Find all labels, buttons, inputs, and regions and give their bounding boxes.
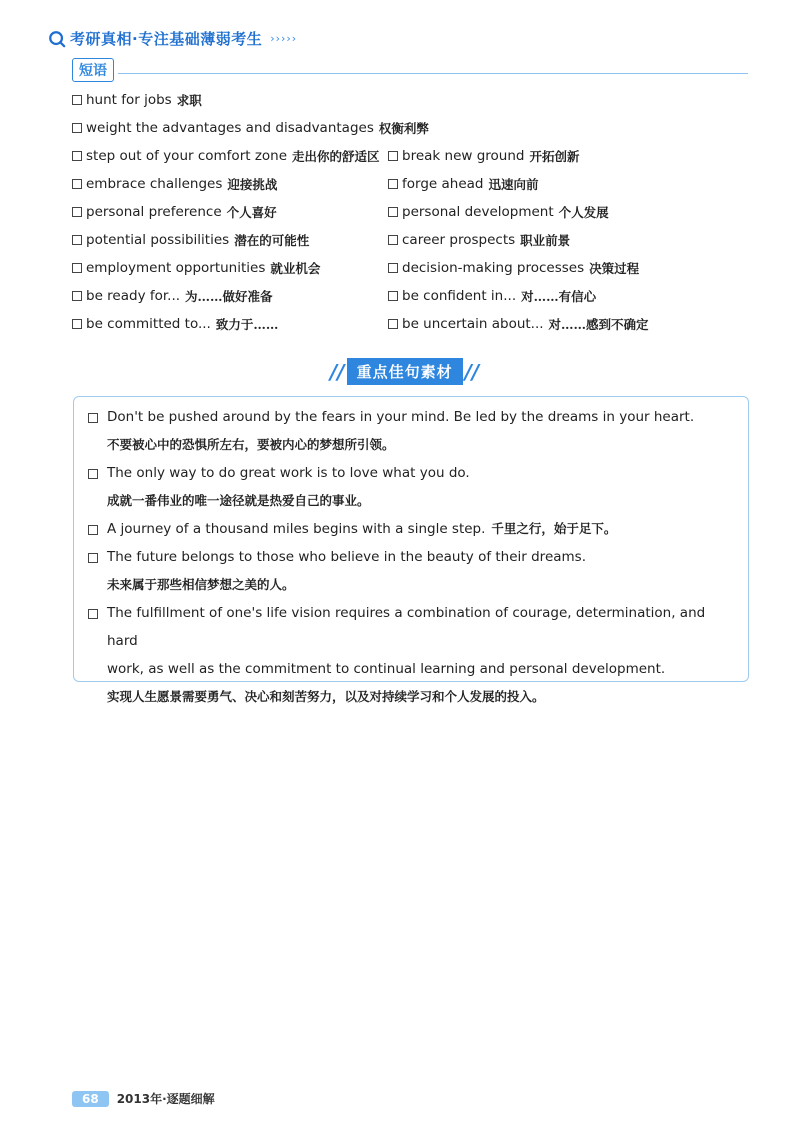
phrase-zh: 对……感到不确定 xyxy=(548,317,649,332)
phrases-section-label: 短语 xyxy=(72,58,114,82)
phrase-zh: 开拓创新 xyxy=(529,149,580,164)
phrase-row xyxy=(72,142,752,170)
phrase-item xyxy=(72,287,388,305)
phrase-en: hunt for jobs xyxy=(86,92,172,108)
checkbox-icon xyxy=(72,95,82,105)
phrase-en: career prospects xyxy=(402,232,516,248)
phrase-zh: 走出你的舒适区 xyxy=(292,149,380,164)
phrase-en: employment opportunities xyxy=(86,260,266,276)
phrase-zh: 职业前景 xyxy=(520,233,571,248)
page-number: 68 xyxy=(72,1091,109,1107)
checkbox-icon xyxy=(388,291,398,301)
phrase-zh: 个人发展 xyxy=(558,205,609,220)
phrase-en: decision-making processes xyxy=(402,260,585,276)
sentence-zh: 实现人生愿景需要勇气、决心和刻苦努力，以及对持续学习和个人发展的投入。 xyxy=(107,689,545,704)
checkbox-icon xyxy=(72,123,82,133)
phrase-zh: 为……做好准备 xyxy=(185,289,273,304)
checkbox-icon xyxy=(388,235,398,245)
sentence-zh: 不要被心中的恐惧所左右，要被内心的梦想所引领。 xyxy=(107,437,395,452)
chevron-arrows-icon: ››››› xyxy=(270,32,298,45)
phrases-list xyxy=(72,86,752,338)
phrase-zh: 致力于…… xyxy=(215,317,279,332)
phrase-item xyxy=(72,315,388,333)
phrase-en: be confident in... xyxy=(402,288,517,304)
phrase-en: be uncertain about... xyxy=(402,316,544,332)
phrase-row xyxy=(72,170,752,198)
checkbox-icon xyxy=(72,235,82,245)
phrase-en: forge ahead xyxy=(402,176,484,192)
page-header xyxy=(48,28,297,49)
phrase-en: be committed to... xyxy=(86,316,211,332)
phrase-item xyxy=(388,287,596,305)
slash-decoration-icon: // xyxy=(330,359,345,384)
phrase-item xyxy=(72,231,388,249)
phrase-item xyxy=(388,315,649,333)
checkbox-icon xyxy=(72,151,82,161)
phrase-item xyxy=(72,119,429,137)
sentences-section-banner xyxy=(330,358,479,385)
phrase-zh: 潜在的可能性 xyxy=(234,233,310,248)
phrase-zh: 求职 xyxy=(176,93,202,108)
phrase-en: personal preference xyxy=(86,204,222,220)
sentence-en: The only way to do great work is to love what you do. xyxy=(107,465,470,481)
checkbox-icon xyxy=(388,179,398,189)
sentence-item xyxy=(88,599,738,655)
page-footer xyxy=(72,1090,215,1107)
section-divider xyxy=(118,73,748,74)
checkbox-icon xyxy=(72,207,82,217)
sentence-item xyxy=(88,543,738,571)
phrase-zh: 迅速向前 xyxy=(488,177,539,192)
checkbox-icon xyxy=(388,207,398,217)
phrase-row xyxy=(72,86,752,114)
checkbox-icon xyxy=(388,151,398,161)
sentence-continuation xyxy=(88,655,738,683)
phrase-item xyxy=(388,147,580,165)
phrase-item xyxy=(388,203,609,221)
checkbox-icon xyxy=(72,263,82,273)
checkbox-icon xyxy=(88,469,98,479)
phrase-row xyxy=(72,226,752,254)
sentence-en: work, as well as the commitment to continual learning and personal development. xyxy=(107,661,666,677)
phrase-item xyxy=(72,175,388,193)
slash-decoration-icon: // xyxy=(464,359,480,384)
sentence-zh: 未来属于那些相信梦想之美的人。 xyxy=(107,577,295,592)
sentence-zh: 千里之行，始于足下。 xyxy=(491,521,617,536)
phrase-item xyxy=(72,147,388,165)
phrase-row xyxy=(72,114,752,142)
sentences-section-title: 重点佳句素材 xyxy=(347,358,463,385)
sentence-item xyxy=(88,403,738,431)
phrase-en: be ready for... xyxy=(86,288,181,304)
phrase-zh: 迎接挑战 xyxy=(227,177,278,192)
checkbox-icon xyxy=(72,291,82,301)
brand-title: 考研真相·专注基础薄弱考生 xyxy=(70,30,263,48)
phrase-item xyxy=(72,203,388,221)
checkbox-icon xyxy=(72,319,82,329)
sentence-en: The fulfillment of one's life vision requires a combination of courage, determination, and hard xyxy=(107,605,706,649)
phrase-item xyxy=(72,91,388,109)
phrase-row xyxy=(72,282,752,310)
sentence-en: Don't be pushed around by the fears in your mind. Be led by the dreams in your heart. xyxy=(107,409,695,425)
phrase-en: weight the advantages and disadvantages xyxy=(86,120,374,136)
phrase-en: potential possibilities xyxy=(86,232,230,248)
phrase-item xyxy=(388,231,570,249)
phrase-item xyxy=(388,259,639,277)
sentence-item xyxy=(88,515,738,543)
checkbox-icon xyxy=(388,263,398,273)
phrase-row xyxy=(72,310,752,338)
footer-text: 2013年·逐题细解 xyxy=(116,1092,215,1106)
checkbox-icon xyxy=(388,319,398,329)
phrase-row xyxy=(72,198,752,226)
phrase-item xyxy=(72,259,388,277)
phrase-zh: 决策过程 xyxy=(589,261,640,276)
checkbox-icon xyxy=(88,553,98,563)
checkbox-icon xyxy=(88,413,98,423)
sentences-box xyxy=(73,396,749,704)
search-q-icon xyxy=(48,30,66,48)
phrase-zh: 权衡利弊 xyxy=(378,121,429,136)
sentence-en: A journey of a thousand miles begins with a single step. xyxy=(107,521,486,537)
sentence-item xyxy=(88,459,738,487)
sentence-en: The future belongs to those who believe in the beauty of their dreams. xyxy=(107,549,586,565)
phrase-zh: 就业机会 xyxy=(270,261,321,276)
sentence-zh: 成就一番伟业的唯一途径就是热爱自己的事业。 xyxy=(107,493,370,508)
phrase-en: embrace challenges xyxy=(86,176,223,192)
checkbox-icon xyxy=(88,525,98,535)
phrase-en: break new ground xyxy=(402,148,525,164)
checkbox-icon xyxy=(88,609,98,619)
phrase-row xyxy=(72,254,752,282)
phrase-en: personal development xyxy=(402,204,554,220)
phrase-item xyxy=(388,175,538,193)
phrase-zh: 对……有信心 xyxy=(521,289,597,304)
phrase-en: step out of your comfort zone xyxy=(86,148,288,164)
phrase-zh: 个人喜好 xyxy=(226,205,277,220)
checkbox-icon xyxy=(72,179,82,189)
